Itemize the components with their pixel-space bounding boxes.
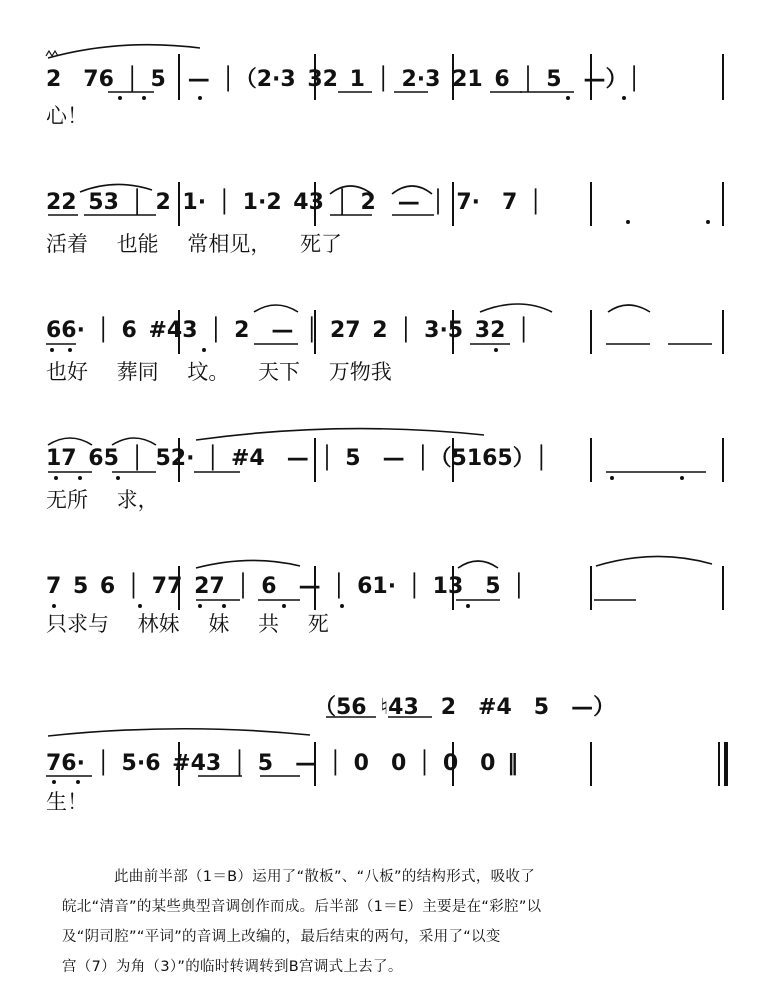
lyrics-row-3: 也好 葬同 坟。 天下 万物我 bbox=[46, 360, 392, 384]
caption-text bbox=[62, 862, 712, 982]
bar-line bbox=[722, 54, 724, 100]
bar-line bbox=[722, 182, 724, 226]
caption-line: 皖北“清音”的某些典型音调创作而成。后半部（1＝E）主要是在“彩腔”以 bbox=[62, 899, 542, 915]
notation-row-4: 17 65 │ 52· │ #4 — │ 5 — │（5165）│ bbox=[46, 446, 548, 471]
lyrics-row-4: 无所 求， bbox=[46, 488, 159, 512]
notation-row-3: 66· │ 6 #43 │ 2 — │ 27 2 │ 3·5 32 │ bbox=[46, 318, 531, 343]
lyrics-row-2: 活着 也能 常相见， 死了 bbox=[46, 232, 343, 256]
bar-line bbox=[590, 742, 592, 786]
bar-line bbox=[590, 438, 592, 482]
notation-upper-row-6: （56 ♮43 2 #4 5 —） bbox=[314, 695, 616, 720]
notation-row-2: 22 53 │ 2 1· │ 1·2 43 │ 2 — │ 7· 7 │ bbox=[46, 190, 543, 215]
bar-line bbox=[722, 310, 724, 354]
caption-line: 宫（7）为角（3）”的临时转调转到B宫调式上去了。 bbox=[62, 959, 403, 975]
lyrics-row-5: 只求与 林妹 妹 共 死 bbox=[46, 612, 329, 636]
bar-line bbox=[722, 566, 724, 610]
notation-row-5: 7 5 6 │ 77 27 │ 6 — │ 61· │ 13 5 │ bbox=[46, 574, 526, 599]
bar-line bbox=[722, 438, 724, 482]
notation-row-1: 2 76 │ 5 — │（2·3 32 1 │ 2·3 21 6 │ 5 —）│ bbox=[46, 67, 641, 92]
bar-line bbox=[718, 742, 720, 786]
bar-line bbox=[590, 566, 592, 610]
caption-line: 此曲前半部（1＝B）运用了“散板”、“八板”的结构形式，吸收了 bbox=[114, 869, 536, 885]
lyrics-row-6: 生！ bbox=[46, 790, 88, 814]
caption-line: 及“阴司腔”“平词”的音调上改编的，最后结束的两句，采用了“以变 bbox=[62, 929, 501, 945]
notation-row-6: 76· │ 5·6 #43 │ 5 — │ 0 0 │ 0 0 ‖ bbox=[46, 751, 519, 776]
bar-line bbox=[590, 310, 592, 354]
bar-line bbox=[590, 182, 592, 226]
lyrics-row-1: 心！ bbox=[46, 104, 88, 128]
final-bar-line bbox=[724, 742, 728, 786]
